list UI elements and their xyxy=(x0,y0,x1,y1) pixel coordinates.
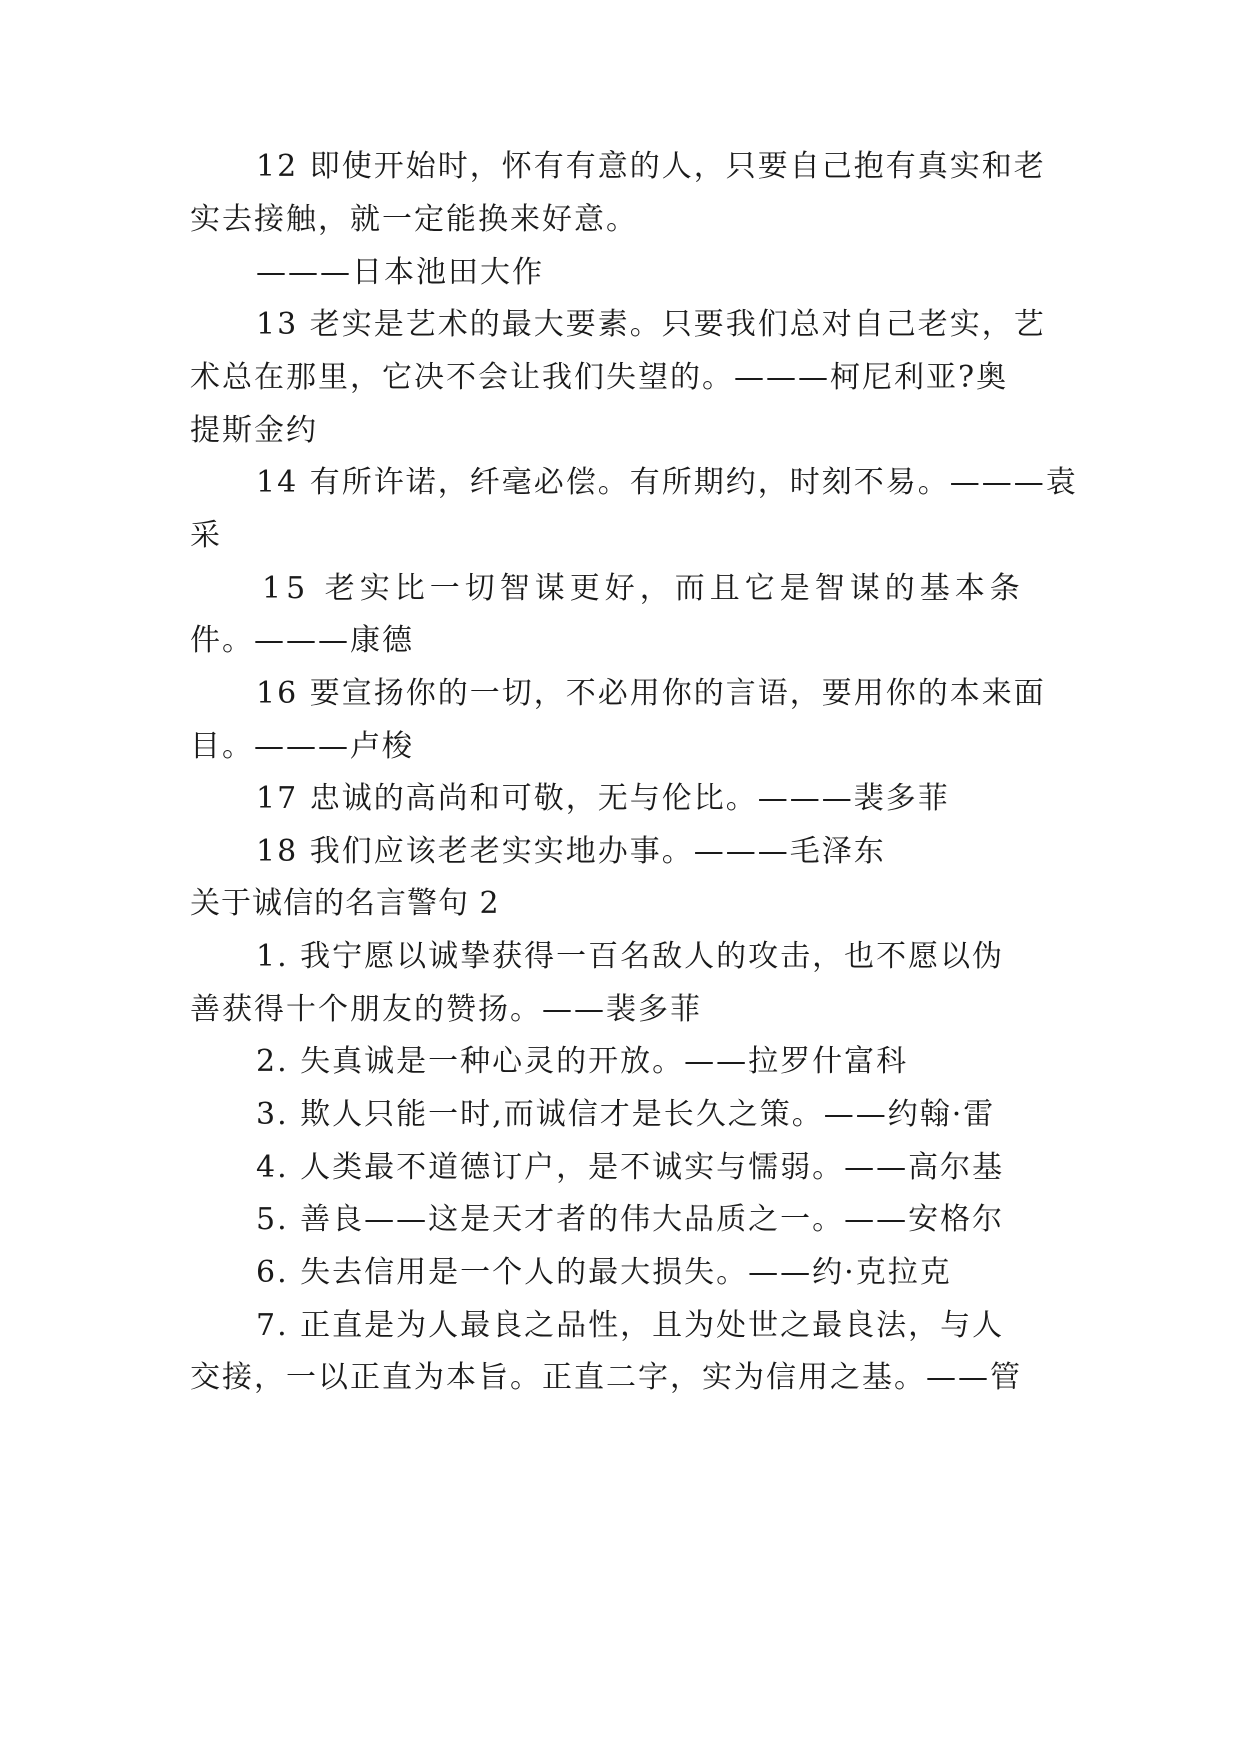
quote-14-line-2: 采 xyxy=(190,518,222,553)
item-1-line-2: 善获得十个朋友的赞扬。——裴多菲 xyxy=(190,992,702,1027)
quote-18: 18 我们应该老老实实地办事。———毛泽东 xyxy=(256,834,886,869)
item-6: 6. 失去信用是一个人的最大损失。——约·克拉克 xyxy=(256,1255,952,1290)
quote-17: 17 忠诚的高尚和可敬，无与伦比。———裴多菲 xyxy=(256,781,950,816)
item-2: 2. 失真诚是一种心灵的开放。——拉罗什富科 xyxy=(256,1044,909,1079)
quote-14-line-1: 14 有所许诺，纤毫必偿。有所期约，时刻不易。———袁 xyxy=(256,465,1078,500)
item-5: 5. 善良——这是天才者的伟大品质之一。——安格尔 xyxy=(256,1202,1005,1237)
item-7-line-1: 7. 正直是为人最良之品性，且为处世之最良法，与人 xyxy=(256,1308,1005,1343)
quote-13-line-1: 13 老实是艺术的最大要素。只要我们总对自己老实，艺 xyxy=(256,307,1046,342)
quote-12-line-2: 实去接触，就一定能换来好意。 xyxy=(190,202,638,237)
item-7-line-2: 交接，一以正直为本旨。正直二字，实为信用之基。——管 xyxy=(190,1360,1022,1395)
section-heading: 关于诚信的名言警句 2 xyxy=(190,886,500,921)
quote-12-line-1: 12 即使开始时，怀有有意的人，只要自己抱有真实和老 xyxy=(256,149,1046,184)
item-3: 3. 欺人只能一时,而诚信才是长久之策。——约翰·雷 xyxy=(256,1097,996,1132)
quote-15-line-1: 15 老实比一切智谋更好，而且它是智谋的基本条 xyxy=(262,571,1025,606)
quote-16-line-1: 16 要宣扬你的一切，不必用你的言语，要用你的本来面 xyxy=(256,676,1046,711)
quote-15-line-2: 件。———康德 xyxy=(190,623,414,658)
item-1-line-1: 1. 我宁愿以诚挚获得一百名敌人的攻击，也不愿以伪 xyxy=(256,939,1005,974)
quote-12-attribution: ———日本池田大作 xyxy=(256,255,544,290)
quote-16-line-2: 目。———卢梭 xyxy=(190,729,414,764)
quote-13-line-3: 提斯金约 xyxy=(190,413,318,448)
quote-13-line-2: 术总在那里，它决不会让我们失望的。———柯尼利亚?奥 xyxy=(190,360,1009,395)
item-4: 4. 人类最不道德订户，是不诚实与懦弱。——高尔基 xyxy=(256,1150,1005,1185)
